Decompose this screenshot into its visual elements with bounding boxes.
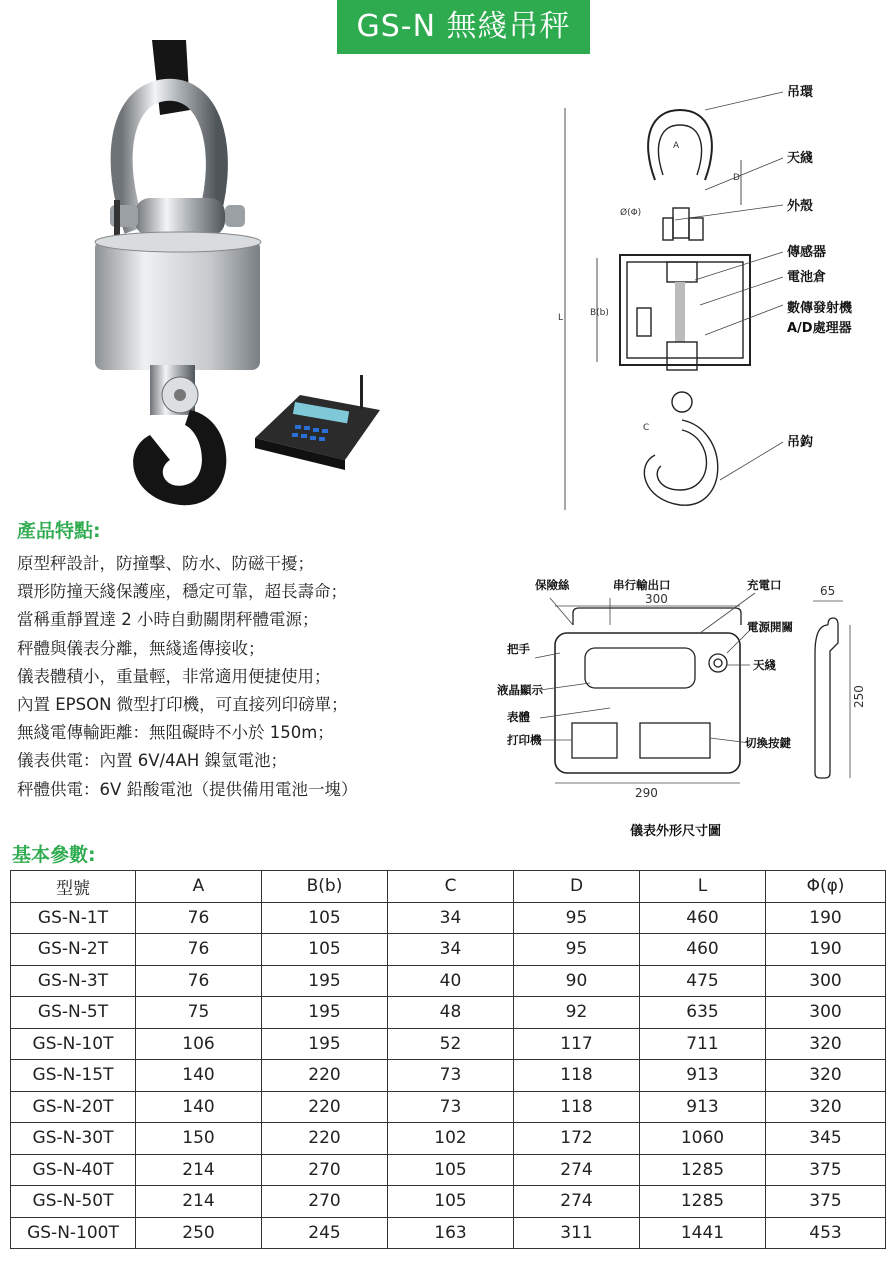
col-L: L — [640, 871, 766, 903]
cell-model: GS-N-1T — [11, 902, 136, 934]
dim-phi: Ø(Φ) — [620, 208, 642, 218]
dim-L: L — [558, 313, 564, 323]
label-handle: 把手 — [507, 642, 530, 656]
cell-model: GS-N-100T — [11, 1217, 136, 1249]
label-fuse: 保險絲 — [535, 578, 570, 592]
hook — [133, 410, 226, 505]
cell-value: 345 — [766, 1123, 886, 1155]
table-row — [11, 1154, 886, 1186]
cell-value: 105 — [388, 1186, 514, 1218]
cell-model: GS-N-2T — [11, 934, 136, 966]
cell-value: 105 — [262, 934, 388, 966]
cell-value: 195 — [262, 997, 388, 1029]
dim-height: 250 — [852, 685, 866, 708]
table-row — [11, 1186, 886, 1218]
cell-value: 95 — [514, 934, 640, 966]
col-B: B(b) — [262, 871, 388, 903]
cell-value: 635 — [640, 997, 766, 1029]
table-row — [11, 965, 886, 997]
cell-model: GS-N-3T — [11, 965, 136, 997]
cell-value: 274 — [514, 1186, 640, 1218]
label-hook: 吊鈎 — [787, 435, 814, 450]
cell-value: 375 — [766, 1154, 886, 1186]
cell-model: GS-N-5T — [11, 997, 136, 1029]
table-row — [11, 1028, 886, 1060]
cell-value: 300 — [766, 965, 886, 997]
cell-value: 76 — [136, 902, 262, 934]
cell-value: 460 — [640, 934, 766, 966]
cell-model: GS-N-50T — [11, 1186, 136, 1218]
cell-value: 311 — [514, 1217, 640, 1249]
cell-value: 106 — [136, 1028, 262, 1060]
cell-value: 300 — [766, 997, 886, 1029]
dim-C: C — [643, 423, 650, 433]
cell-value: 270 — [262, 1154, 388, 1186]
cell-value: 270 — [262, 1186, 388, 1218]
cell-value: 245 — [262, 1217, 388, 1249]
cell-value: 90 — [514, 965, 640, 997]
cell-value: 913 — [640, 1091, 766, 1123]
cell-value: 48 — [388, 997, 514, 1029]
scale-body — [95, 240, 260, 370]
dim-A: A — [673, 141, 680, 151]
cell-model: GS-N-30T — [11, 1123, 136, 1155]
col-model: 型號 — [11, 871, 136, 903]
label-antenna: 天綫 — [753, 658, 776, 672]
cell-value: 52 — [388, 1028, 514, 1060]
cell-value: 102 — [388, 1123, 514, 1155]
indicator-device — [255, 375, 380, 470]
table-row — [11, 1091, 886, 1123]
dim-width-top: 300 — [645, 592, 668, 606]
cell-model: GS-N-15T — [11, 1060, 136, 1092]
cell-value: 73 — [388, 1060, 514, 1092]
dim-depth: 65 — [820, 584, 836, 598]
cell-value: 95 — [514, 902, 640, 934]
cell-value: 140 — [136, 1060, 262, 1092]
table-body — [11, 902, 886, 1249]
cell-value: 711 — [640, 1028, 766, 1060]
cell-value: 75 — [136, 997, 262, 1029]
feature-item: 原型秤設計，防撞擊、防水、防磁干擾； — [17, 554, 314, 573]
cell-value: 274 — [514, 1154, 640, 1186]
col-C: C — [388, 871, 514, 903]
col-A: A — [136, 871, 262, 903]
cell-value: 220 — [262, 1060, 388, 1092]
label-lcd: 液晶顯示 — [497, 683, 543, 697]
params-table — [10, 870, 886, 1249]
label-power-switch: 電源開關 — [747, 620, 793, 634]
cell-value: 220 — [262, 1123, 388, 1155]
dim-B: B(b) — [590, 308, 609, 318]
page-title: GS-N 無綫吊秤 — [337, 0, 590, 54]
label-transmitter: 數傳發射機 — [787, 301, 853, 316]
col-D: D — [514, 871, 640, 903]
cell-value: 118 — [514, 1091, 640, 1123]
cell-value: 117 — [514, 1028, 640, 1060]
cell-value: 195 — [262, 965, 388, 997]
scale-dimension-diagram — [555, 80, 885, 520]
cell-value: 172 — [514, 1123, 640, 1155]
cell-value: 195 — [262, 1028, 388, 1060]
cell-value: 220 — [262, 1091, 388, 1123]
indicator-caption: 儀表外形尺寸圖 — [630, 824, 722, 838]
cell-value: 76 — [136, 965, 262, 997]
cell-model: GS-N-20T — [11, 1091, 136, 1123]
feature-item: 環形防撞天綫保護座，穩定可靠，超長壽命； — [17, 582, 347, 602]
feature-item: 無綫電傳輸距離：無阻礙時不小於 150m； — [17, 723, 334, 743]
features-heading: 產品特點: — [17, 520, 101, 542]
dim-width-bottom: 290 — [635, 786, 658, 800]
table-row — [11, 997, 886, 1029]
cell-value: 140 — [136, 1091, 262, 1123]
cell-value: 913 — [640, 1060, 766, 1092]
label-printer: 打印機 — [507, 733, 542, 747]
cell-value: 475 — [640, 965, 766, 997]
cell-value: 105 — [262, 902, 388, 934]
cell-value: 320 — [766, 1091, 886, 1123]
feature-item: 內置 EPSON 微型打印機，可直接列印磅單； — [17, 695, 348, 715]
label-shell: 外殼 — [787, 199, 814, 214]
label-ad-processor: A/D處理器 — [787, 321, 852, 336]
feature-item: 秤體供電：6V 鉛酸電池（提供備用電池一塊） — [17, 779, 358, 799]
cell-value: 190 — [766, 902, 886, 934]
cell-value: 320 — [766, 1028, 886, 1060]
cell-value: 118 — [514, 1060, 640, 1092]
cell-value: 73 — [388, 1091, 514, 1123]
cell-value: 76 — [136, 934, 262, 966]
table-header-row — [11, 871, 886, 903]
indicator-dimension-diagram — [495, 573, 890, 838]
cell-value: 250 — [136, 1217, 262, 1249]
cell-value: 34 — [388, 902, 514, 934]
label-body: 表體 — [507, 710, 530, 724]
table-row — [11, 1060, 886, 1092]
cell-value: 92 — [514, 997, 640, 1029]
label-switch-key: 切換按鍵 — [745, 736, 791, 750]
table-row — [11, 902, 886, 934]
cell-value: 34 — [388, 934, 514, 966]
cell-value: 40 — [388, 965, 514, 997]
dim-D: D — [733, 173, 740, 183]
cell-value: 214 — [136, 1186, 262, 1218]
cell-value: 105 — [388, 1154, 514, 1186]
cell-value: 1285 — [640, 1154, 766, 1186]
label-ring: 吊環 — [787, 85, 814, 100]
cell-value: 190 — [766, 934, 886, 966]
col-phi: Φ(φ) — [766, 871, 886, 903]
cell-value: 163 — [388, 1217, 514, 1249]
cell-model: GS-N-40T — [11, 1154, 136, 1186]
cell-value: 150 — [136, 1123, 262, 1155]
label-serial-port: 串行輸出口 — [613, 578, 671, 592]
cell-value: 320 — [766, 1060, 886, 1092]
cell-model: GS-N-10T — [11, 1028, 136, 1060]
feature-item: 秤體與儀表分離，無綫遙傳接收； — [17, 638, 265, 658]
cell-value: 1285 — [640, 1186, 766, 1218]
cell-value: 460 — [640, 902, 766, 934]
feature-item: 儀表體積小，重量輕，非常適用便捷使用； — [17, 666, 331, 686]
label-battery: 電池倉 — [787, 270, 827, 285]
cell-value: 1060 — [640, 1123, 766, 1155]
feature-item: 儀表供電：內置 6V/4AH 鎳氫電池； — [17, 751, 288, 771]
table-row — [11, 934, 886, 966]
label-sensor: 傳感器 — [787, 245, 827, 260]
crane-scale-photo — [90, 40, 490, 510]
table-row — [11, 1123, 886, 1155]
table-row — [11, 1217, 886, 1249]
features-list — [17, 550, 487, 804]
cell-value: 1441 — [640, 1217, 766, 1249]
cell-value: 453 — [766, 1217, 886, 1249]
label-antenna: 天綫 — [787, 151, 814, 166]
cell-value: 375 — [766, 1186, 886, 1218]
feature-item: 當稱重靜置達 2 小時自動關閉秤體電源； — [17, 610, 319, 630]
params-heading: 基本參數: — [12, 844, 96, 866]
cell-value: 214 — [136, 1154, 262, 1186]
label-charge-port: 充電口 — [747, 578, 782, 592]
